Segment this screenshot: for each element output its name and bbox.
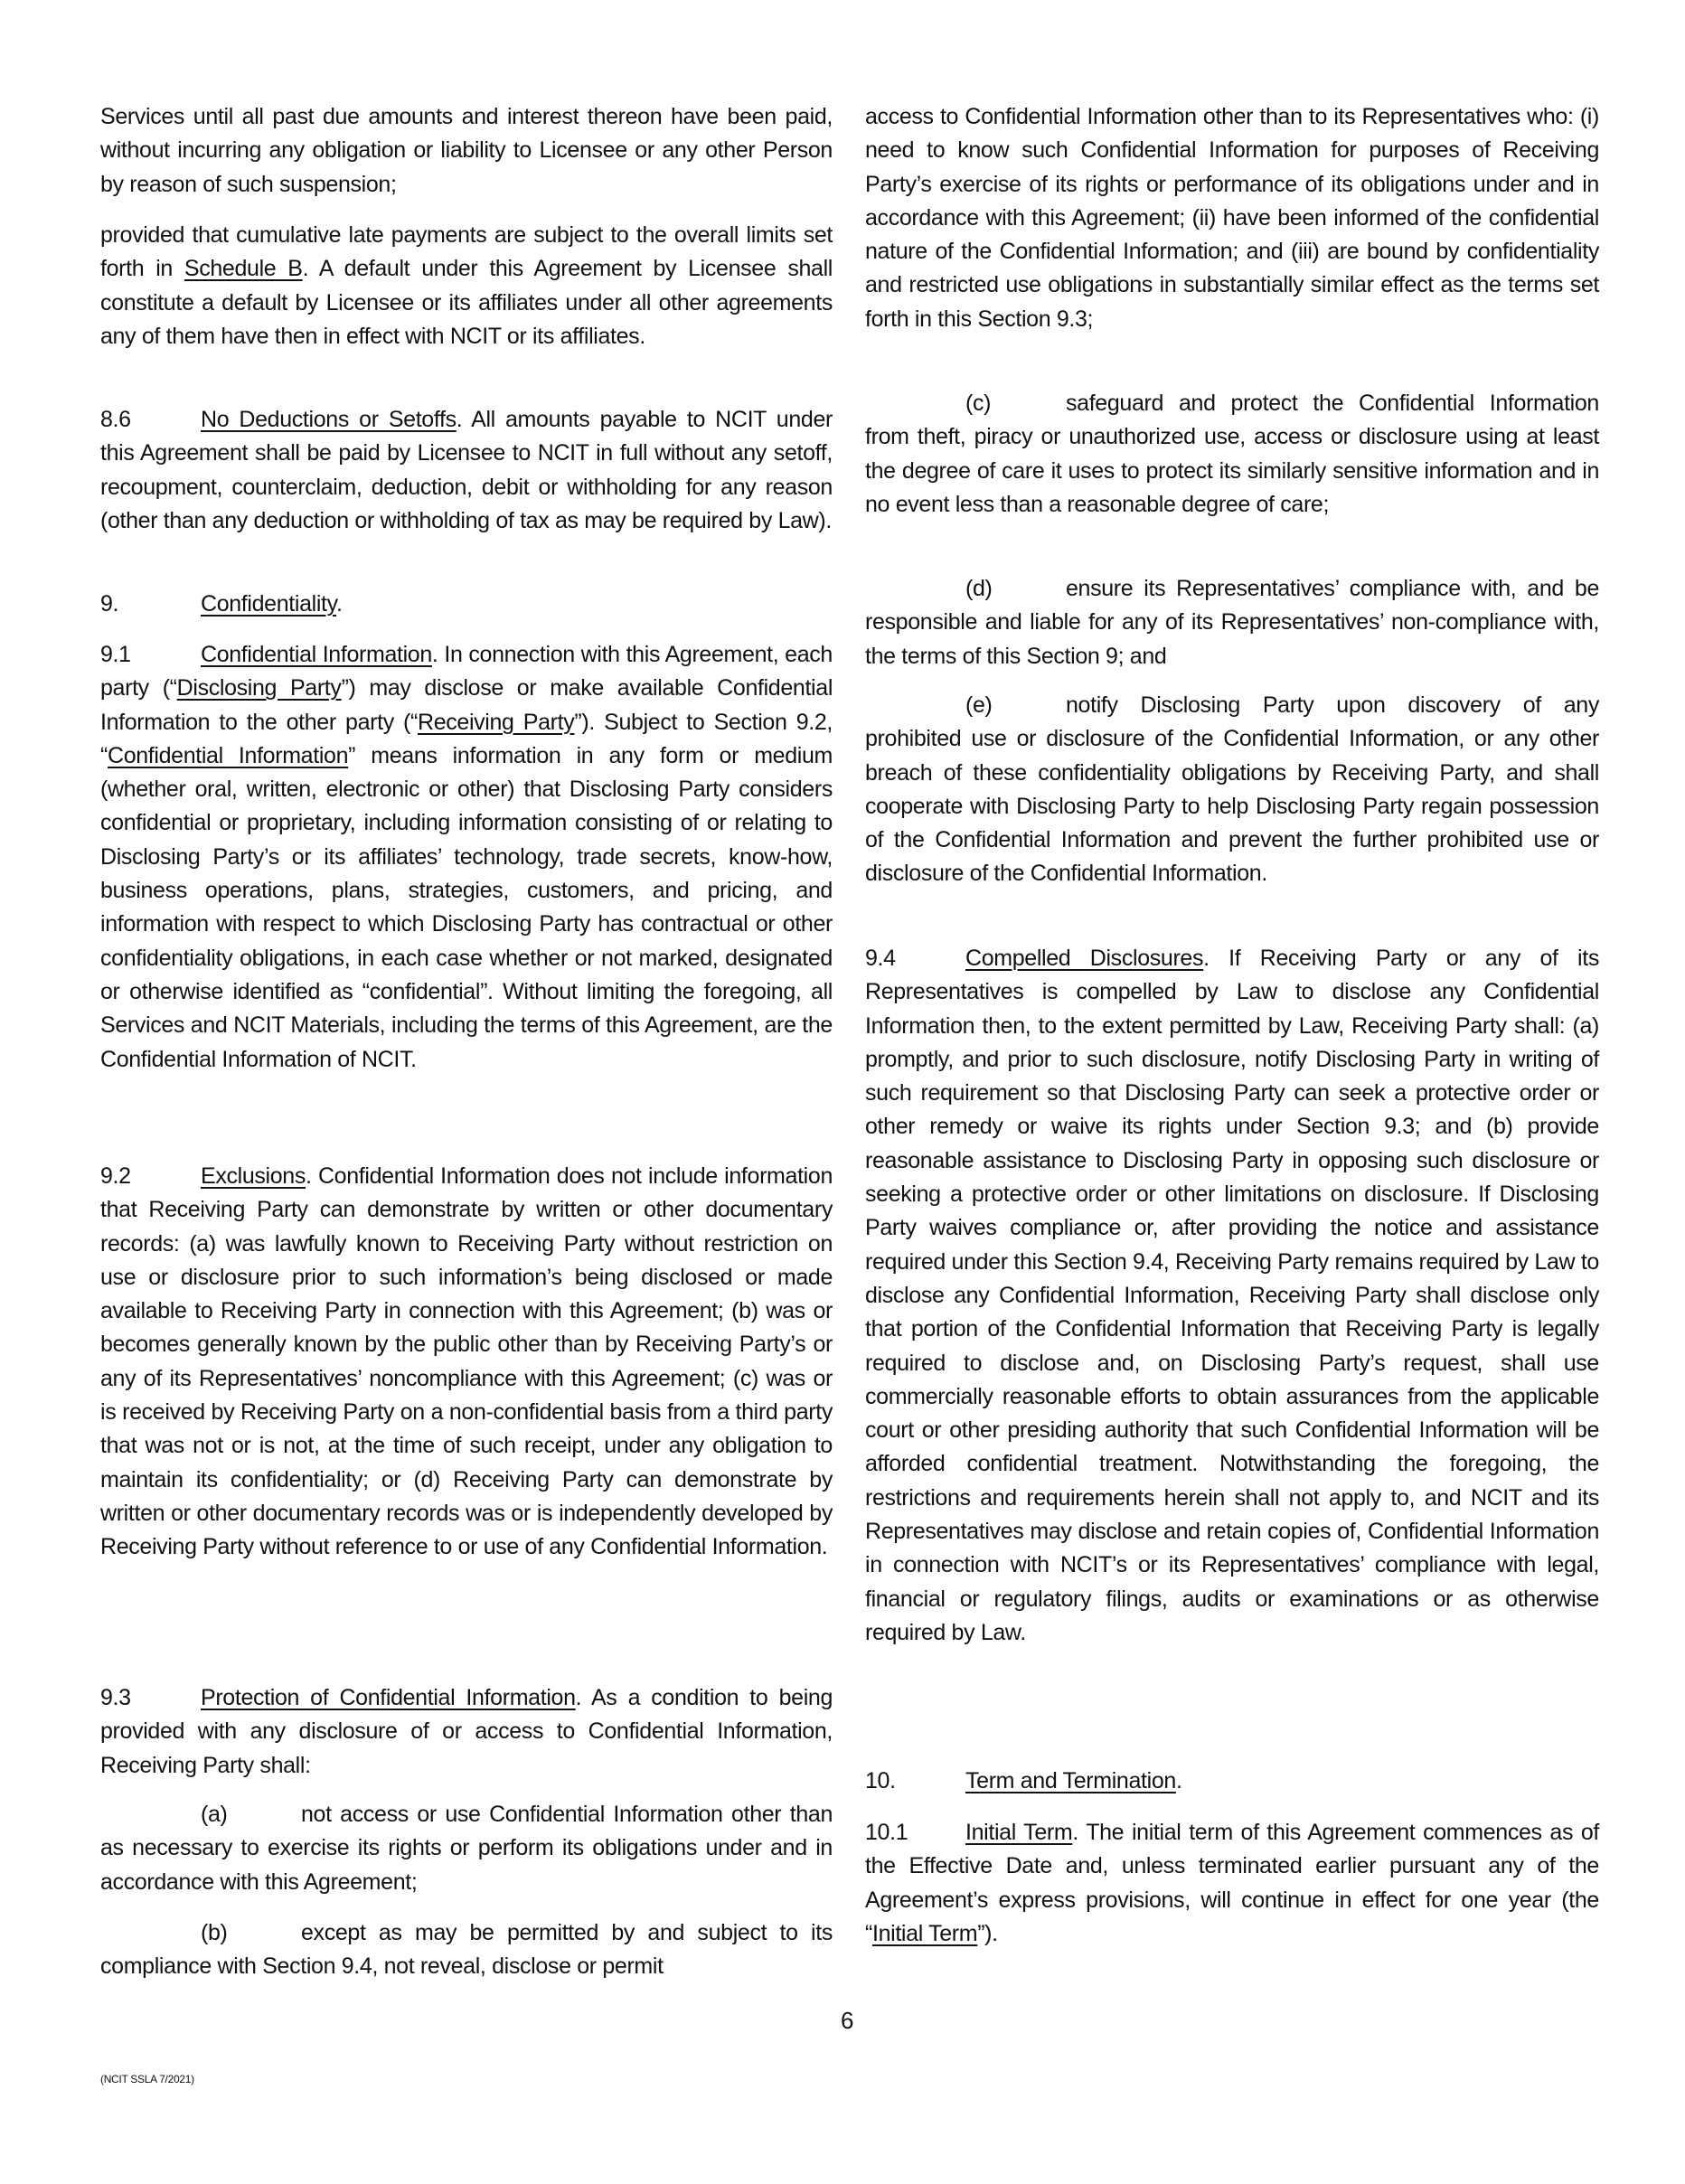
clause-label: (c) xyxy=(965,391,992,416)
clause-text: safeguard and protect the Confidential Information from theft, piracy or unauthorized use, access or disclosure using at least the degree of care it uses to protect its similarly sensitive information and in no event less than a reasonable degree of care; xyxy=(865,391,1599,517)
defined-term: Initial Term xyxy=(871,1920,978,1946)
section-punct: . xyxy=(1175,1768,1182,1793)
paragraph-access-representatives xyxy=(865,100,1599,336)
section-text: ”). Subject to Section 9.2, “ xyxy=(100,709,833,768)
section-10-heading xyxy=(865,1765,1599,1798)
section-punct: . xyxy=(335,591,343,617)
section-number: 9.2 xyxy=(100,1163,131,1189)
section-text: . As a condition to being provided with any disclosure of or access to Confidential Information, Receiving Party shall: xyxy=(100,1685,833,1778)
section-number: 9.1 xyxy=(100,642,131,667)
section-title: Initial Term xyxy=(965,1820,1073,1845)
section-text: . Confidential Information does not include information that Receiving Party can demonstrate by written or other documentary records: (a) was lawfully known to Receiving Party without restriction on use or disclosure prior to such information’s being disclosed or made available to Receiving Party in connection with this Agreement; (b) was or becomes generally known by the public other than by Receiving Party’s or any of its Representatives’ noncompliance with this Agreement; (c) was or is received by Receiving Party on a non-confidential basis from a third party that was not or is not, at the time of such receipt, under any obligation to maintain its confidentiality; or (d) Receiving Party can demonstrate by written or other documentary records was or is independently developed by Receiving Party without reference to or use of any Confidential Information. xyxy=(100,1163,833,1560)
section-number: 9.4 xyxy=(865,946,896,971)
paragraph-text: provided that cumulative late payments are subject to the overall limits set forth in xyxy=(100,222,833,282)
section-title: No Deductions or Setoffs xyxy=(201,407,457,432)
paragraph-text: Services until all past due amounts and interest thereon have been paid, without incurring any obligation or liability to Licensee or any other Person by reason of such suspension; xyxy=(100,104,833,197)
section-title: Exclusions xyxy=(201,1163,306,1189)
defined-term: Disclosing Party xyxy=(176,675,342,701)
paragraph-provided-that xyxy=(100,219,833,353)
section-9-2 xyxy=(100,1160,833,1565)
clause-label: (d) xyxy=(965,576,993,601)
clause-label: (e) xyxy=(965,692,993,718)
section-10-1 xyxy=(865,1816,1599,1951)
footer-doc-id: (NCIT SSLA 7/2021) xyxy=(100,2073,194,2085)
section-text: ”) may disclose or make available Confidential Information to the other party (“ xyxy=(100,675,833,735)
paragraph-services-suspension xyxy=(100,100,833,202)
clause-c xyxy=(865,387,1599,522)
section-text: ” means information in any form or medium (whether oral, written, electronic or other) that Disclosing Party considers confidential or proprietary, including information consisting of or relating to Disclosing Party’s or its affiliates’ technology, trade secrets, know-how, business operations, plans, strategies, customers, and pricing, and information with respect to which Disclosing Party has contractual or other confidentiality obligations, in each case whether or not marked, designated or otherwise identified as “confidential”. Without limiting the foregoing, all Services and NCIT Materials, including the terms of this Agreement, are the Confidential Information of NCIT. xyxy=(100,742,833,1072)
clause-b xyxy=(100,1916,833,1984)
clause-label: (b) xyxy=(201,1920,228,1945)
section-9-3 xyxy=(100,1681,833,1783)
section-text: . The initial term of this Agreement commences as of the Effective Date and, unless terminated earlier pursuant any of the Agreement’s express provisions, will continue in effect for one year (the “ xyxy=(865,1820,1599,1946)
clause-text: not access or use Confidential Information other than as necessary to exercise its rights or perform its obligations under and in accordance with this Agreement; xyxy=(100,1802,833,1895)
section-number: 9. xyxy=(100,591,119,617)
section-title: Protection of Confidential Information xyxy=(201,1685,576,1710)
section-number: 10.1 xyxy=(865,1820,908,1845)
defined-term: Confidential Information xyxy=(107,742,349,768)
section-text: . If Receiving Party or any of its Representatives is compelled by Law to disclose any Confidential Information then, to the extent permitted by Law, Receiving Party shall: (a) promptly, and prior to such disclosure, notify Disclosing Party in writing of such requirement so that Disclosing Party can seek a protective order or other remedy or waive its rights under Section 9.3; and (b) provide reasonable assistance to Disclosing Party in opposing such disclosure or seeking a protective order or other limitations on disclosure. If Disclosing Party waives compliance or, after providing the notice and assistance required under this Section 9.4, Receiving Party remains required by Law to disclose any Confidential Information, Receiving Party shall disclose only that portion of the Confidential Information that Receiving Party is legally required to disclose and, on Disclosing Party’s request, shall use commercially reasonable efforts to obtain assurances from the applicable court or other presiding authority that such Confidential Information will be afforded confidential treatment. Notwithstanding the foregoing, the restrictions and requirements herein shall not apply to, and NCIT and its Representatives may disclose and retain copies of, Confidential Information in connection with NCIT’s or its Representatives’ compliance with legal, financial or regulatory filings, audits or examinations or as otherwise required by Law. xyxy=(865,946,1599,1645)
clause-text: notify Disclosing Party upon discovery of any prohibited use or disclosure of the Confidential Information, or any other breach of these confidentiality obligations by Receiving Party, and shall cooperate with Disclosing Party to help Disclosing Party regain possession of the Confidential Information and prevent the further prohibited use or disclosure of the Confidential Information. xyxy=(865,692,1599,887)
section-text: ”). xyxy=(977,1920,998,1946)
section-title: Confidentiality xyxy=(201,591,336,617)
section-number: 8.6 xyxy=(100,407,131,432)
clause-text: ensure its Representatives’ compliance with, and be responsible and liable for any of its Representatives’ non-compliance with, the terms of this Section 9; and xyxy=(865,576,1599,669)
section-9-4 xyxy=(865,942,1599,1650)
clause-label: (a) xyxy=(201,1802,228,1827)
section-title: Compelled Disclosures xyxy=(965,946,1204,971)
section-9-1 xyxy=(100,638,833,1077)
section-8-6 xyxy=(100,403,833,538)
schedule-b-reference: Schedule B xyxy=(184,256,303,282)
paragraph-text: . A default under this Agreement by Licensee shall constitute a default by Licensee or its affiliates under all other agreements any of them have then in effect with NCIT or its affiliates. xyxy=(100,256,833,349)
defined-term: Receiving Party xyxy=(417,709,575,735)
section-text: . In connection with this Agreement, each party (“ xyxy=(100,642,833,701)
clause-d xyxy=(865,572,1599,673)
section-number: 10. xyxy=(865,1768,896,1793)
section-title: Confidential Information xyxy=(201,642,432,667)
section-number: 9.3 xyxy=(100,1685,131,1710)
section-text: . All amounts payable to NCIT under this Agreement shall be paid by Licensee to NCIT in full without any setoff, recoupment, counterclaim, deduction, debit or withholding for any reason (other than any deduction or withholding of tax as may be required by Law). xyxy=(100,407,833,533)
page-number: 6 xyxy=(841,2007,854,2034)
section-title: Term and Termination xyxy=(965,1768,1176,1793)
clause-e xyxy=(865,689,1599,891)
section-9-heading xyxy=(100,588,833,621)
paragraph-text: access to Confidential Information other than to its Representatives who: (i) need to know such Confidential Information for purposes of Receiving Party’s exercise of its rights or performance of its obligations under and in accordance with this Agreement; (ii) have been informed of the confidential nature of the Confidential Information; and (iii) are bound by confidentiality and restricted use obligations in substantially similar effect as the terms set forth in this Section 9.3; xyxy=(865,104,1599,332)
clause-a xyxy=(100,1798,833,1899)
clause-text: except as may be permitted by and subject to its compliance with Section 9.4, not reveal, disclose or permit xyxy=(100,1920,833,1980)
